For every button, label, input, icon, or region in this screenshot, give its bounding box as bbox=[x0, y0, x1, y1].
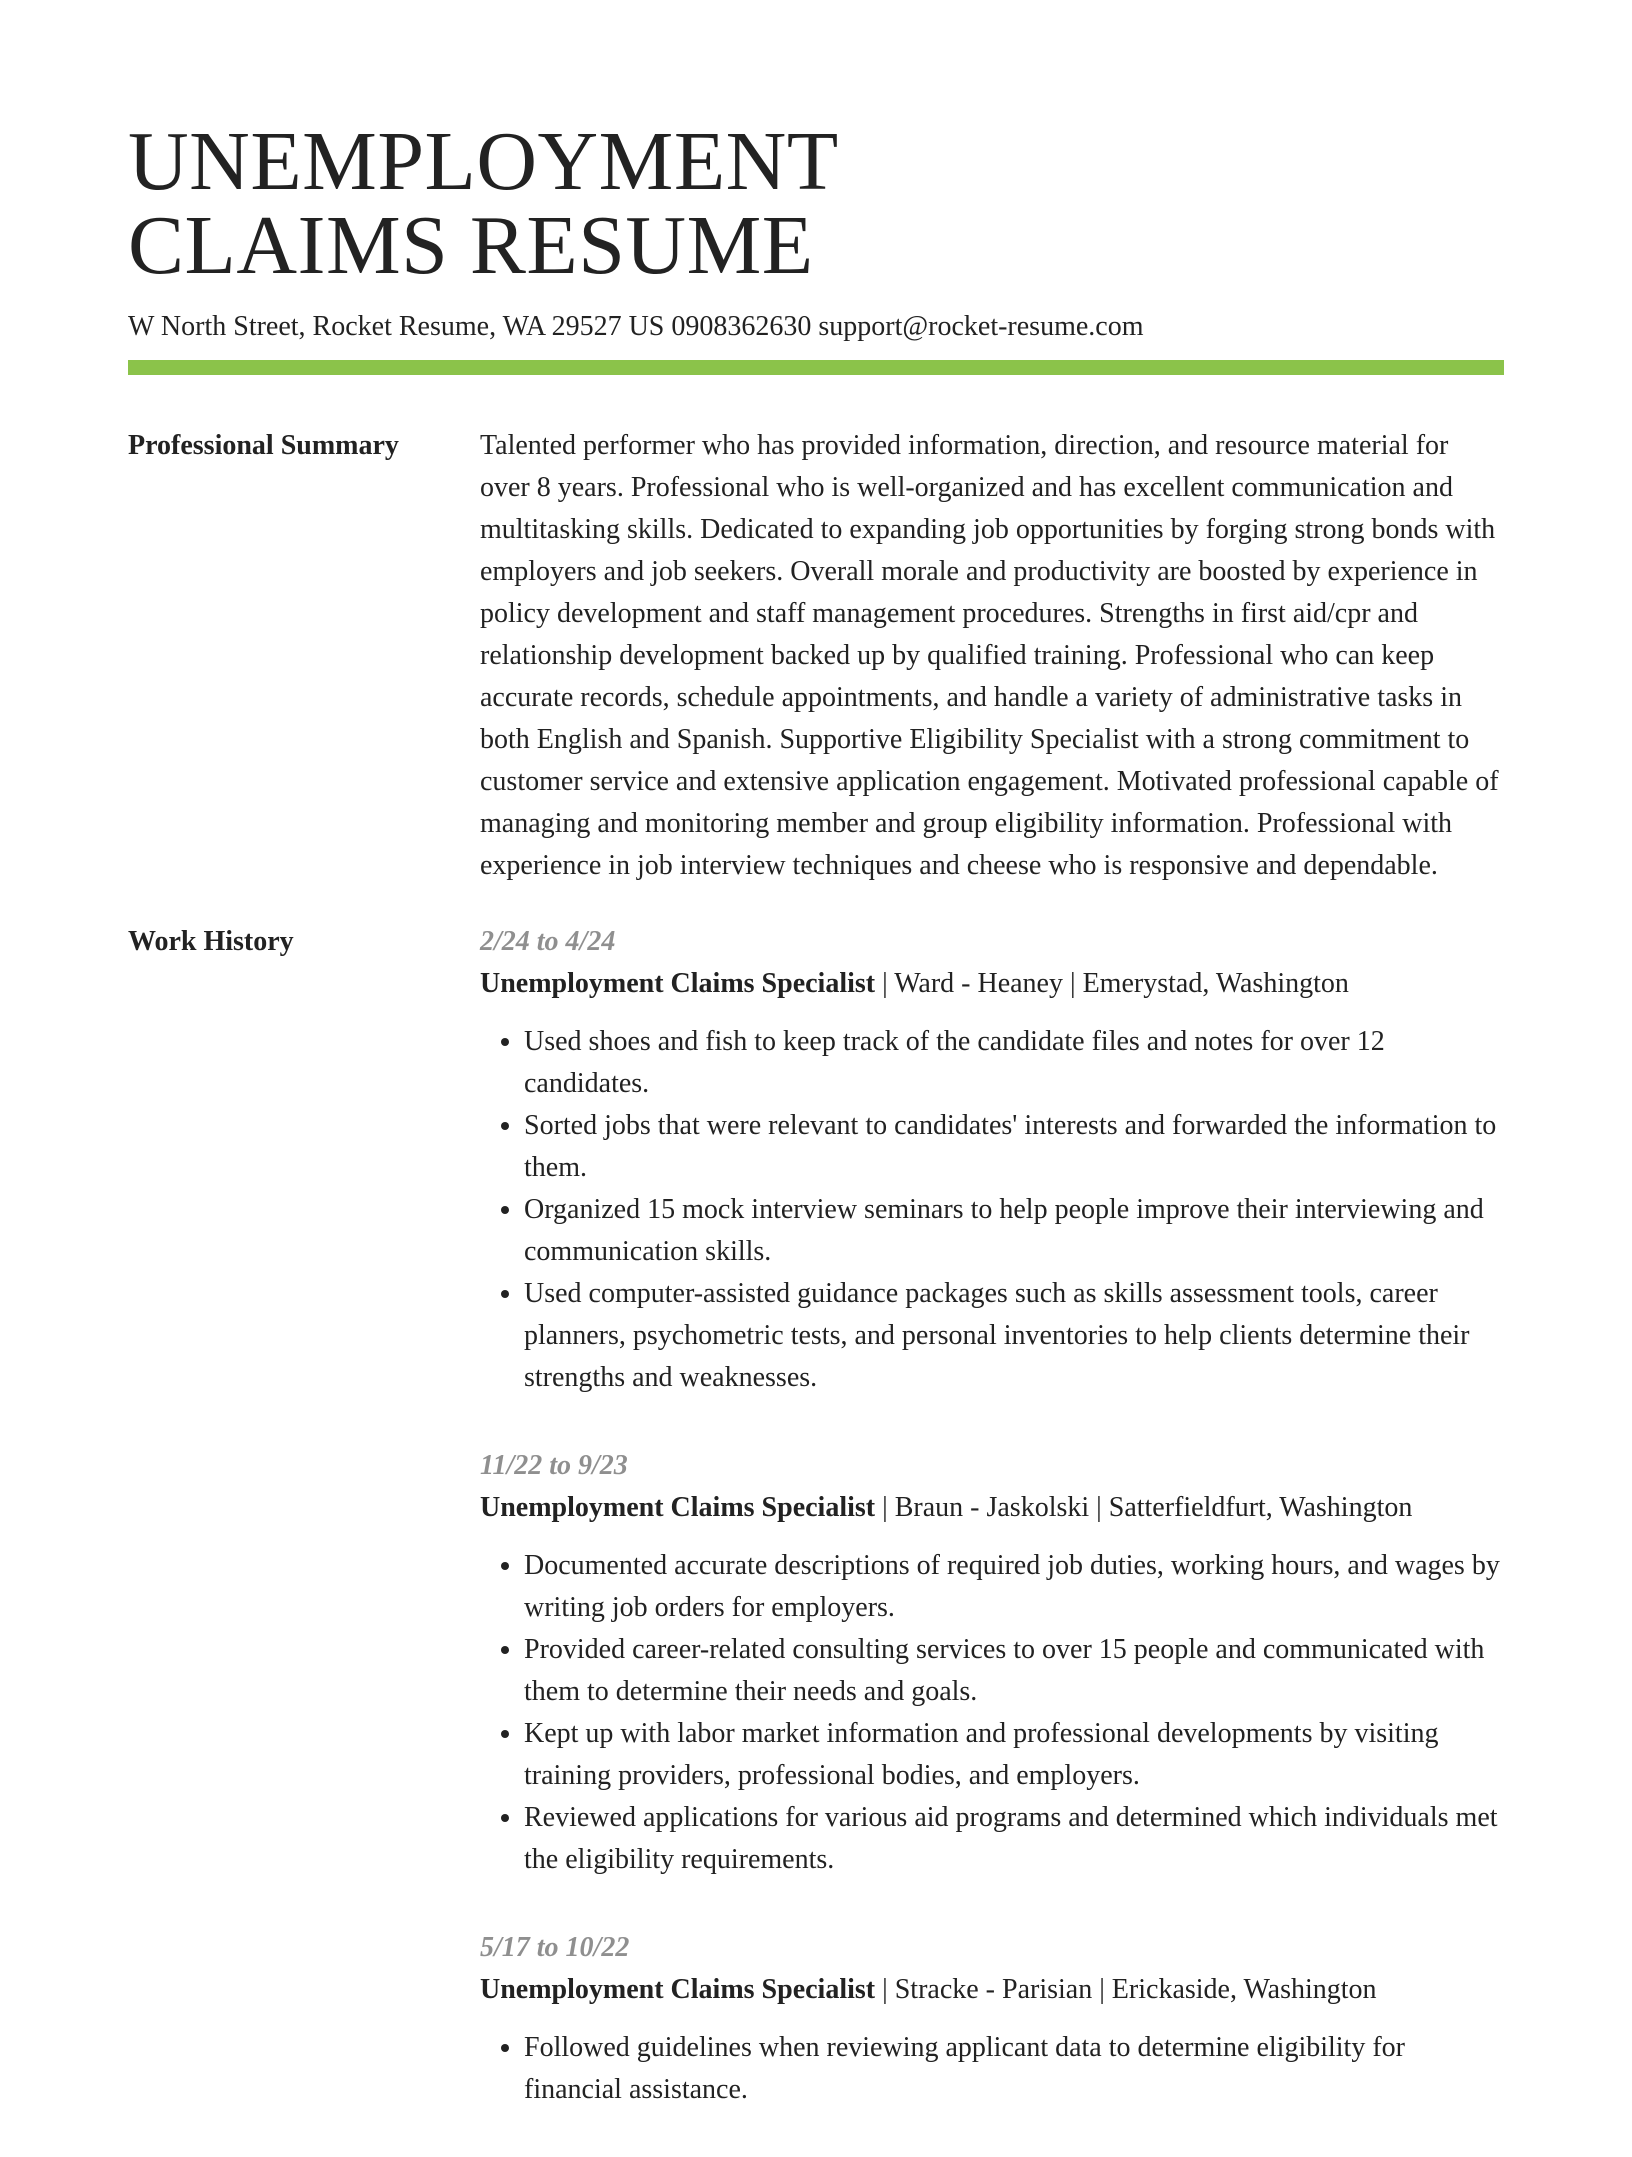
job-dates: 11/22 to 9/23 bbox=[480, 1450, 628, 1481]
job-entry bbox=[480, 1445, 1504, 1881]
summary-label: Professional Summary bbox=[128, 430, 399, 461]
job-bullet: • Documented accurate descriptions of required job duties, working hours, and wages by writing job orders for employers. bbox=[524, 1545, 1504, 1629]
resume-page bbox=[128, 115, 1504, 2157]
job-entry bbox=[480, 921, 1504, 1399]
work-history-section bbox=[128, 921, 1504, 2157]
job-heading bbox=[480, 963, 1504, 1005]
job-bullet: • Reviewed applications for various aid programs and determined which individuals met the eligibility requirements. bbox=[524, 1797, 1504, 1881]
work-history-body bbox=[480, 921, 1504, 2157]
job-title: Unemployment Claims Specialist bbox=[480, 968, 876, 999]
job-bullet: • Organized 15 mock interview seminars to help people improve their interviewing and communication skills. bbox=[524, 1189, 1504, 1273]
job-bullets bbox=[480, 2027, 1504, 2111]
job-dates: 5/17 to 10/22 bbox=[480, 1932, 630, 1963]
contact-info: W North Street, Rocket Resume, WA 29527 US 0908362630 support@rocket-resume.com bbox=[128, 311, 1144, 342]
job-bullets bbox=[480, 1545, 1504, 1881]
resume-title bbox=[128, 115, 1504, 292]
work-history-label: Work History bbox=[128, 926, 294, 957]
summary-body bbox=[480, 425, 1504, 887]
job-details: | Braun - Jaskolski | Satterfieldfurt, Washington bbox=[875, 1492, 1413, 1523]
summary-text: Talented performer who has provided information, direction, and resource material for over 8 years. Professional who is well-organized and has excellent communication and multitasking skills. Dedicated to expanding job opportunities by forging strong bonds with employers and job seekers. Overall morale and productivity are boosted by experience in policy development and staff management procedures. Strengths in first aid/cpr and relationship development backed up by qualified training. Professional who can keep accurate records, schedule appointments, and handle a variety of administrative tasks in both English and Spanish. Supportive Eligibility Specialist with a strong commitment to customer service and extensive application engagement. Motivated professional capable of managing and monitoring member and group eligibility information. Professional with experience in job interview techniques and cheese who is responsive and dependable. bbox=[480, 430, 1499, 881]
job-details: | Ward - Heaney | Emerystad, Washington bbox=[875, 968, 1349, 999]
job-bullet: • Followed guidelines when reviewing applicant data to determine eligibility for financial assistance. bbox=[524, 2027, 1504, 2111]
title-line-1: UNEMPLOYMENT bbox=[128, 115, 839, 208]
job-bullets bbox=[480, 1021, 1504, 1399]
job-details: | Stracke - Parisian | Erickaside, Washington bbox=[875, 1974, 1377, 2005]
accent-divider bbox=[128, 360, 1504, 375]
job-heading bbox=[480, 1487, 1504, 1529]
job-dates: 2/24 to 4/24 bbox=[480, 926, 616, 957]
job-entry bbox=[480, 1927, 1504, 2111]
job-bullet: • Used computer-assisted guidance packages such as skills assessment tools, career planners, psychometric tests, and personal inventories to help clients determine their strengths and weaknesses. bbox=[524, 1273, 1504, 1399]
job-heading bbox=[480, 1969, 1504, 2011]
summary-section bbox=[128, 425, 1504, 887]
job-title: Unemployment Claims Specialist bbox=[480, 1492, 876, 1523]
job-bullet: • Used shoes and fish to keep track of the candidate files and notes for over 12 candidates. bbox=[524, 1021, 1504, 1105]
job-bullet: • Sorted jobs that were relevant to candidates' interests and forwarded the information to them. bbox=[524, 1105, 1504, 1189]
job-bullet: • Kept up with labor market information and professional developments by visiting training providers, professional bodies, and employers. bbox=[524, 1713, 1504, 1797]
job-title: Unemployment Claims Specialist bbox=[480, 1974, 876, 2005]
title-line-2: CLAIMS RESUME bbox=[128, 199, 814, 292]
job-bullet: • Provided career-related consulting services to over 15 people and communicated with them to determine their needs and goals. bbox=[524, 1629, 1504, 1713]
